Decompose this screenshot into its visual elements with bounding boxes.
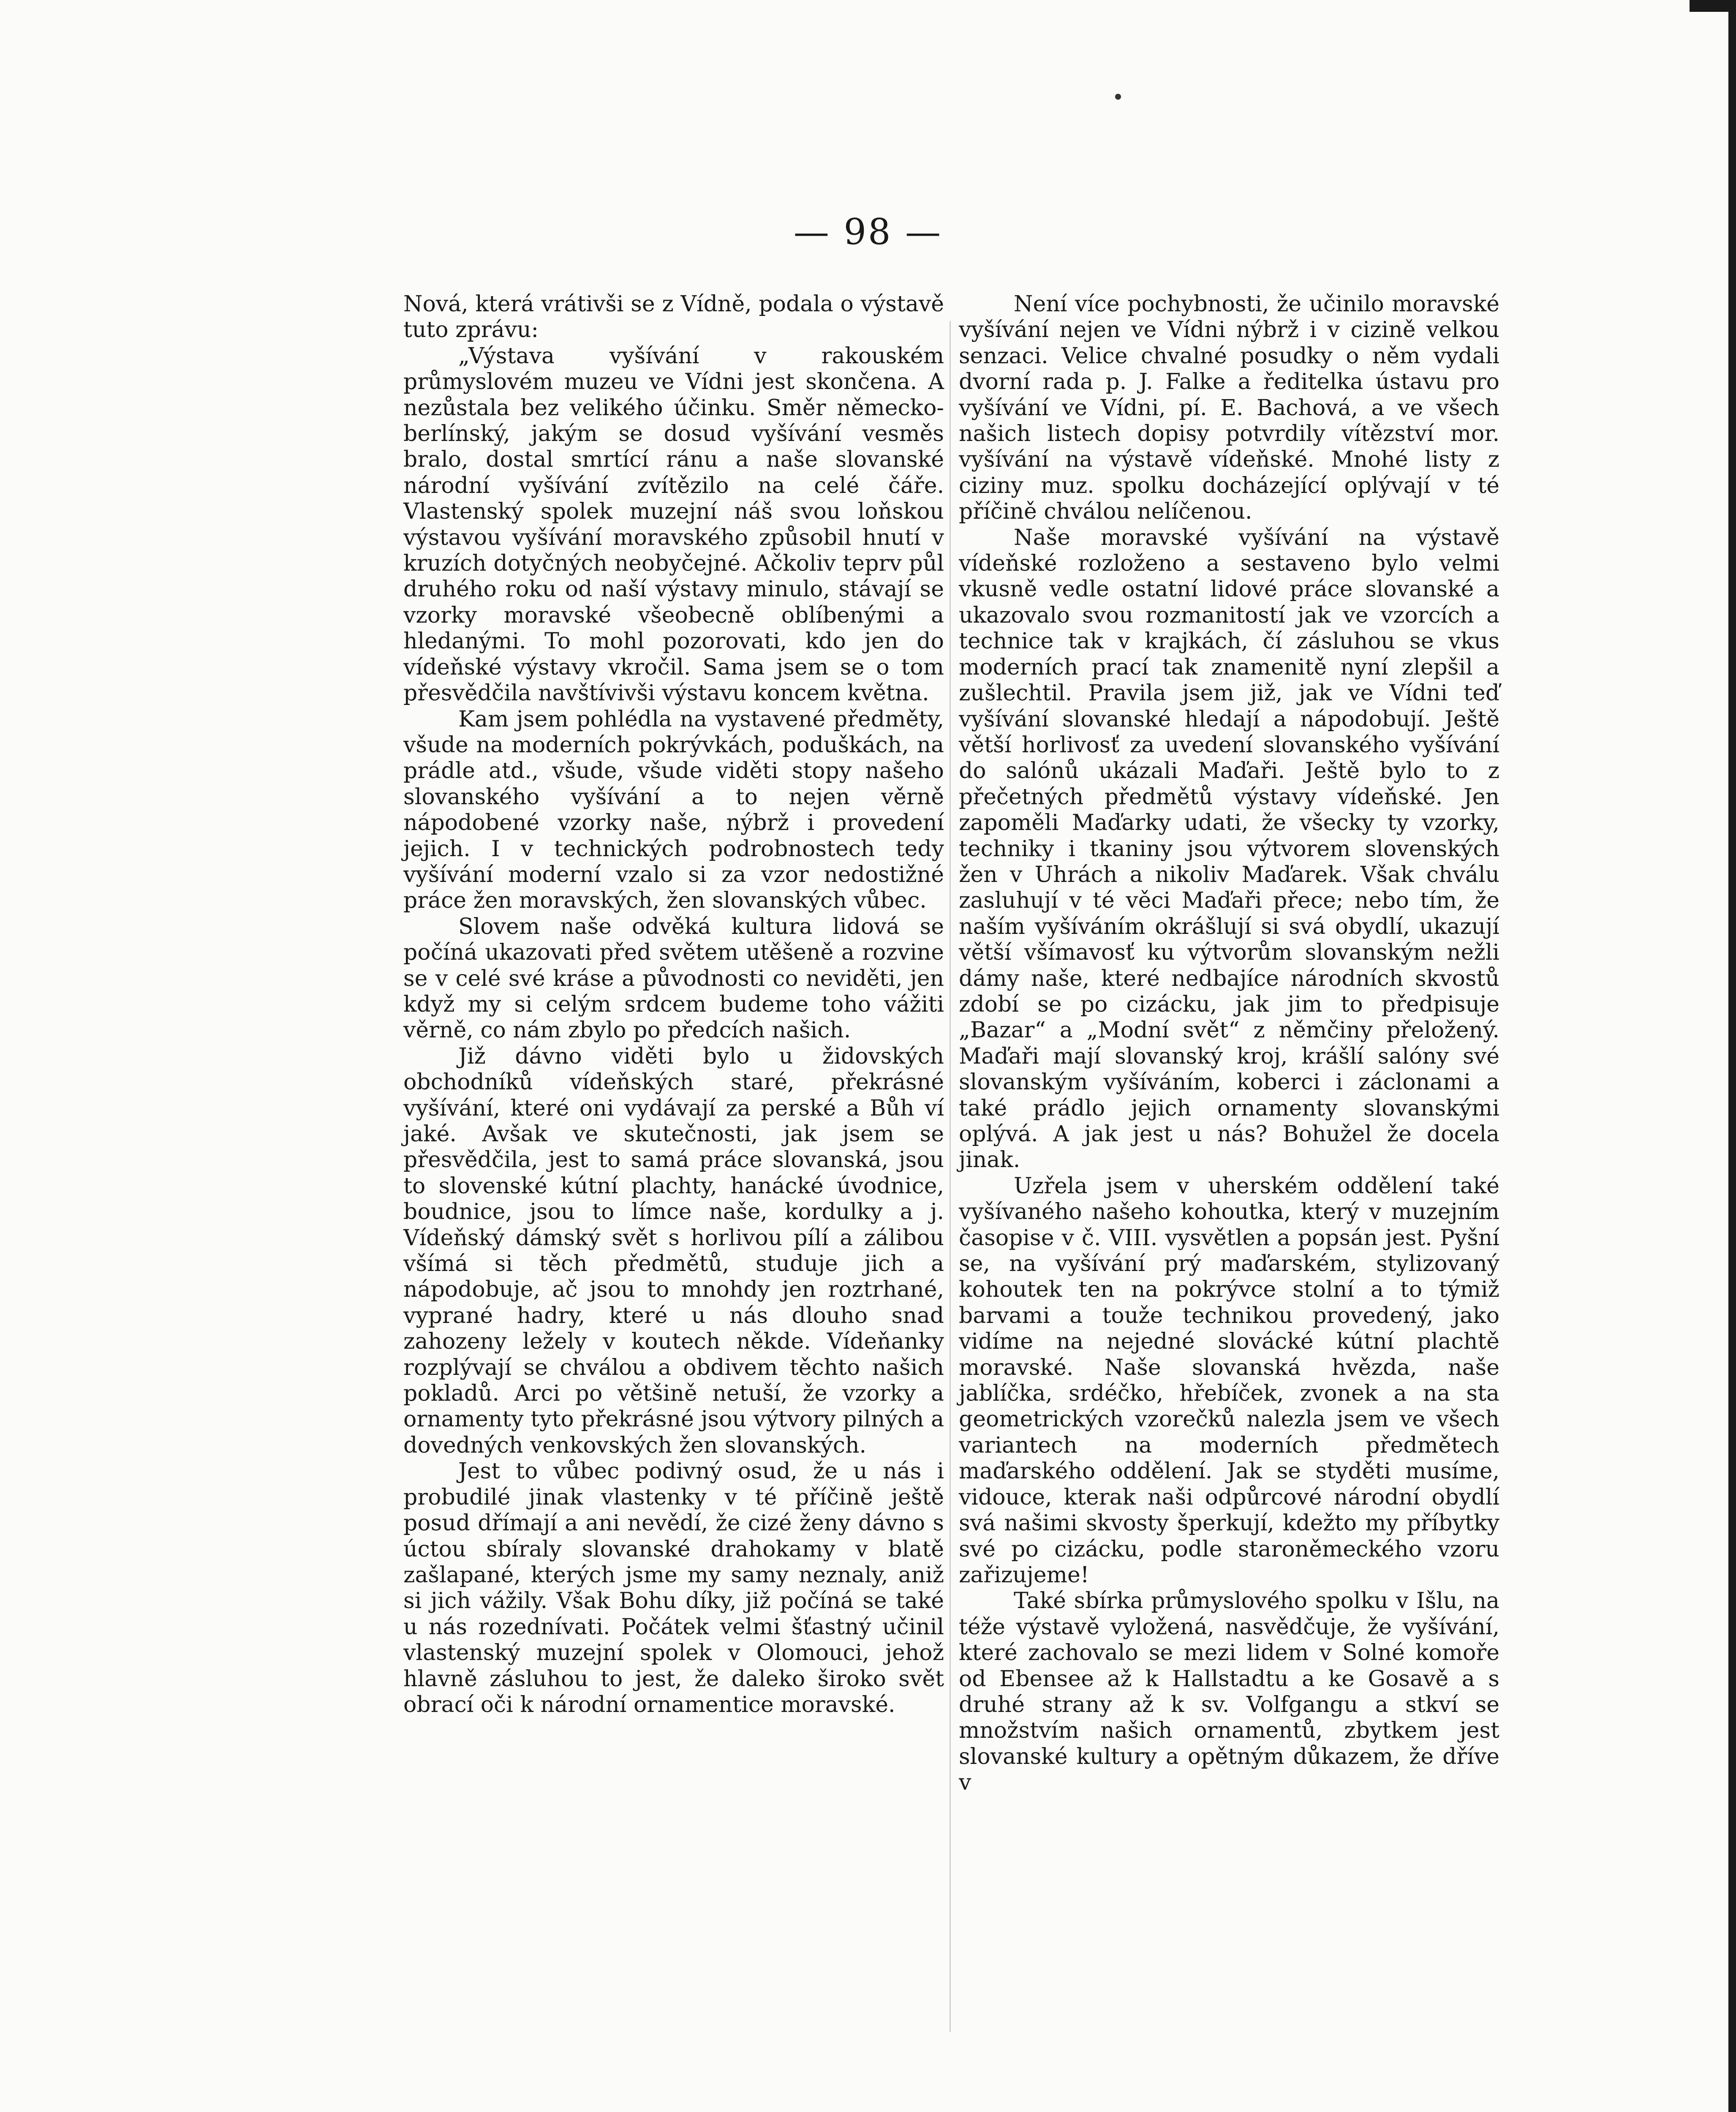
paragraph: Již dávno viděti bylo u židovských obchodníků vídeňských staré, překrásné vyšívání, které oni vydávají za perské a Bůh ví jaké. Avšak ve skutečnosti, jak jsem se přesvědčila, jest to samá práce slovanská, jsou to slovenské kútní plachty, hanácké úvodnice, boudnice, jsou to límce naše, kordulky a j. Vídeňský dámský svět s horlivou pílí a zálibou všímá si těch předmětů, studuje jich a nápodobuje, ač jsou to mnohdy jen roztrhané, vyprané hadry, které u nás dlouho snad zahozeny ležely v koutech někde. Vídeňanky rozplývají se chválou a obdivem těchto našich pokladů. Arci po většině netuší, že vzorky a ornamenty tyto překrásné jsou výtvory pilných a dovedných venkovských žen slovanských. (403, 1043, 944, 1458)
right-column (959, 291, 1499, 1796)
paragraph: Jest to vůbec podivný osud, že u nás i probudilé jinak vlastenky v té příčině ještě posud dřímají a ani nevědí, že cizé ženy dávno s úctou sbíraly slovanské drahokamy v blatě zašlapané, kterých jsme my samy neznaly, aniž si jich vážily. Však Bohu díky, již počíná se také u nás rozednívati. Počátek velmi šťastný učinil vlastenský muzejní spolek v Olomouci, jehož hlavně zásluhou to jest, že daleko široko svět obrací oči k národní ornamentice moravské. (403, 1459, 944, 1717)
paragraph: Naše moravské vyšívání na výstavě vídeňské rozloženo a sestaveno bylo velmi vkusně vedle ostatní lidové práce slovanské a ukazovalo svou rozmanitostí jak ve vzorcích a technice tak v krajkách, čí zásluhou se vkus moderních prací tak znamenitě nyní zlepšil a zušlechtil. Pravila jsem již, jak ve Vídni teď vyšívání slovanské hledají a nápodobují. Ještě větší horlivosť za uvedení slovanského vyšívání do salónů ukázali Maďaři. Ještě bylo to z přečetných předmětů výstavy vídeňské. Jen zapoměli Maďarky udati, že všecky ty vzorky, techniky i tkaniny jsou výtvorem slovenských žen v Uhrách a nikoliv Maďarek. Však chválu zasluhují v té věci Maďaři přece; nebo tím, že naším vyšíváním okrášlují si svá obydlí, ukazují větší všímavosť ku výtvorům slovanským nežli dámy naše, které nedbajíce národních skvostů zdobí se po cizácku, jak jim to předpisuje „Bazar“ a „Modní svět“ z němčiny přeložený. Maďaři mají slovanský kroj, krášlí salóny své slovanským vyšíváním, koberci i záclonami a také prádlo jejich ornamenty slovanskými oplývá. A jak jest u nás? Bohužel že docela jinak. (959, 525, 1499, 1173)
scan-speck (1115, 94, 1121, 100)
paragraph: Není více pochybnosti, že učinilo moravské vyšívání nejen ve Vídni nýbrž i v cizině velkou senzaci. Velice chvalné posudky o něm vydali dvorní rada p. J. Falke a ředitelka ústavu pro vyšívání ve Vídni, pí. E. Bachová, a ve všech našich listech dopisy potvrdily vítězství mor. vyšívání na výstavě vídeňské. Mnohé listy z ciziny muz. spolku docházející oplývají v té příčině chválou nelíčenou. (959, 291, 1499, 525)
scan-corner-mark (1690, 0, 1736, 12)
left-column (403, 291, 944, 1718)
page-number: — 98 — (793, 211, 943, 253)
paragraph: Kam jsem pohlédla na vystavené předměty, všude na moderních pokrývkách, poduškách, na prádle atd., všude, všude viděti stopy našeho slovanského vyšívání a to nejen věrně nápodobené vzorky naše, nýbrž i provedení jejich. I v technických podrobnostech tedy vyšívání moderní vzalo si za vzor nedostižné práce žen moravských, žen slovanských vůbec. (403, 706, 944, 914)
paragraph: Slovem naše odvěká kultura lidová se počíná ukazovati před světem utěšeně a rozvine se v celé své kráse a původnosti co neviděti, jen když my si celým srdcem budeme toho vážiti věrně, co nám zbylo po předcích našich. (403, 914, 944, 1043)
scan-edge-border (1728, 0, 1736, 2112)
paragraph: „Výstava vyšívání v rakouském průmyslovém muzeu ve Vídni jest skončena. A nezůstala bez velikého účinku. Směr německo-berlínský, jakým se dosud vyšívání vesměs bralo, dostal smrtící ránu a naše slovanské národní vyšívání zvítězilo na celé čáře. Vlastenský spolek muzejní náš svou loňskou výstavou vyšívání moravského způsobil hnutí v kruzích dotyčných neobyčejné. Ačkoliv teprv půl druhého roku od naší výstavy minulo, stávají se vzorky moravské všeobecně oblíbenými a hledanými. To mohl pozorovati, kdo jen do vídeňské výstavy vkročil. Sama jsem se o tom přesvědčila navštívivši výstavu koncem května. (403, 343, 944, 706)
paragraph: Také sbírka průmyslového spolku v Išlu, na téže výstavě vyložená, nasvědčuje, že vyšívání, které zachovalo se mezi lidem v Solné komoře od Ebensee až k Hallstadtu a ke Gosavě a s druhé strany až k sv. Volfgangu a stkví se množstvím našich ornamentů, zbytkem jest slovanské kultury a opětným důkazem, že dříve v (959, 1588, 1499, 1796)
column-divider (950, 321, 951, 2032)
paragraph: Uzřela jsem v uherském oddělení také vyšívaného našeho kohoutka, který v muzejním časopise v č. VIII. vysvětlen a popsán jest. Pyšní se, na vyšívání prý maďarském, stylizovaný kohoutek ten na pokrývce stolní a to týmiž barvami a touže technikou provedený, jako vidíme na nejedné slovácké kútní plachtě moravské. Naše slovanská hvězda, naše jablíčka, srdéčko, hřebíček, zvonek a na sta geometrických vzorečků nalezla jsem ve všech variantech na moderních předmětech maďarského oddělení. Jak se styděti musíme, vidouce, kterak naši odpůrcové národní obydlí svá našimi skvosty šperkují, kdežto my příbytky své po cizácku, podle staroněmeckého vzoru zařizujeme! (959, 1173, 1499, 1588)
paragraph: Nová, která vrátivši se z Vídně, podala o výstavě tuto zprávu: (403, 291, 944, 343)
